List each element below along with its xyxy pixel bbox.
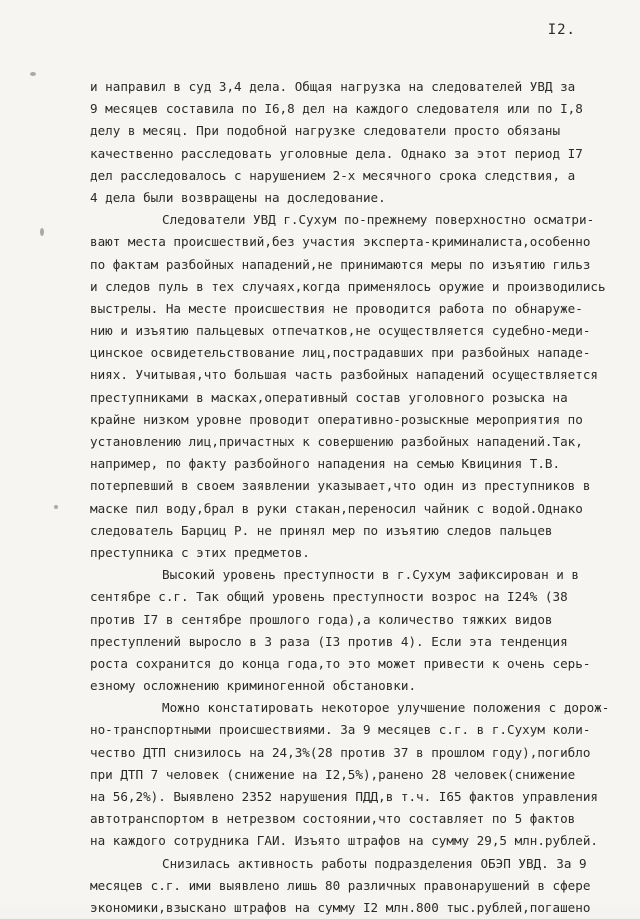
text-line: Снизилась активность работы подразделения ОБЭП УВД. За 9 bbox=[162, 855, 587, 871]
text-line: вают места происшествий,без участия эксперта-криминалиста,особенно bbox=[90, 234, 591, 250]
text-line: и направил в суд 3,4 дела. Общая нагрузка на следователей УВД за bbox=[90, 79, 576, 94]
scan-speck bbox=[54, 505, 58, 509]
text-line: чество ДТП снизилось на 24,3%(28 против 37 в прошлом году),погибло bbox=[90, 744, 591, 760]
text-line: автотранспортом в нетрезвом состоянии,что составляет по 5 фактов bbox=[90, 811, 576, 827]
text-line: 9 месяцев составила по I6,8 дел на каждого следователя или по I,8 bbox=[90, 101, 583, 117]
text-line: Можно констатировать некоторое улучшение положения с дорож- bbox=[162, 700, 610, 716]
text-line: преступлений выросло в 3 раза (I3 против 4). Если эта тенденция bbox=[90, 633, 568, 649]
text-line: при ДТП 7 человек (снижение на I2,5%),ранено 28 человек(снижение bbox=[90, 766, 576, 782]
text-line: качественно расследовать уголовные дела. Однако за этот период I7 bbox=[90, 145, 583, 161]
text-line: Высокий уровень преступности в г.Сухум зафиксирован и в bbox=[162, 567, 580, 583]
page-number: I2. bbox=[547, 22, 576, 38]
text-line: на каждого сотрудника ГАИ. Изъято штрафов на сумму 29,5 млн.рублей. bbox=[90, 833, 598, 849]
text-line: и следов пуль в тех случаях,когда применялось оружие и производились bbox=[90, 278, 606, 294]
text-line: преступника с этих предметов. bbox=[90, 544, 310, 560]
text-line: крайне низком уровне проводит оперативно-розыскные мероприятия по bbox=[90, 411, 583, 427]
text-line: преступниками в масках,оперативный состав уголовного розыска на bbox=[90, 389, 568, 405]
text-line: Следователи УВД г.Сухум по-прежнему поверхностно осматри- bbox=[162, 212, 595, 228]
paragraph bbox=[90, 697, 615, 852]
text-line: роста сохранится до конца года,то это может привести к очень серь- bbox=[90, 655, 591, 671]
text-line: сентябре с.г. Так общий уровень преступности возрос на I24% (38 bbox=[90, 589, 568, 605]
text-line: 4 дела были возвращены на доследование. bbox=[90, 189, 386, 205]
text-line: цинское освидетельствование лиц,пострадавших при разбойных нападе- bbox=[90, 345, 591, 361]
scan-speck bbox=[30, 72, 36, 76]
text-line: езному осложнению криминогенной обстановки. bbox=[90, 678, 417, 694]
paragraph bbox=[90, 853, 615, 919]
text-line: установлению лиц,причастных к совершению разбойных нападений.Так, bbox=[90, 434, 583, 449]
text-line: на 56,2%). Выявлено 2352 нарушения ПДД,в т.ч. I65 фактов управления bbox=[90, 789, 598, 804]
text-line: но-транспортными происшествиями. За 9 месяцев с.г. в г.Сухум коли- bbox=[90, 722, 591, 738]
text-line: ниях. Учитывая,что большая часть разбойных нападений осуществляется bbox=[90, 367, 598, 383]
paragraph bbox=[90, 564, 615, 697]
text-line: следователь Барциц Р. не принял мер по изъятию следов пальцев bbox=[90, 522, 553, 538]
text-line: дел расследовалось с нарушением 2-х месячного срока следствия, а bbox=[90, 167, 576, 183]
text-line: нию и изъятию пальцевых отпечатков,не осуществляется судебно-меди- bbox=[90, 323, 591, 339]
text-line: месяцев с.г. ими выявлено лишь 80 различных правонарушений в сфере bbox=[90, 877, 591, 893]
text-line: экономики,взыскано штрафов на сумму I2 млн.800 тыс.рублей,погашено bbox=[90, 899, 591, 915]
text-line: делу в месяц. При подобной нагрузке следователи просто обязаны bbox=[90, 123, 561, 139]
scan-speck bbox=[40, 228, 44, 236]
document-body bbox=[90, 76, 615, 919]
paragraph bbox=[90, 76, 615, 209]
text-line: по фактам разбойных нападений,не принимаются меры по изъятию гильз bbox=[90, 256, 591, 272]
text-line: маске пил воду,брал в руки стакан,переносил чайник с водой.Однако bbox=[90, 500, 583, 516]
text-line: например, по факту разбойного нападения на семью Квициния Т.В. bbox=[90, 456, 561, 472]
text-line: выстрелы. На месте происшествия не проводится работа по обнаруже- bbox=[90, 300, 583, 316]
text-line: потерпевший в своем заявлении указывает,что один из преступников в bbox=[90, 478, 591, 494]
paragraph bbox=[90, 209, 615, 564]
text-line: против I7 в сентябре прошлого года),а количество тяжких видов bbox=[90, 611, 553, 627]
